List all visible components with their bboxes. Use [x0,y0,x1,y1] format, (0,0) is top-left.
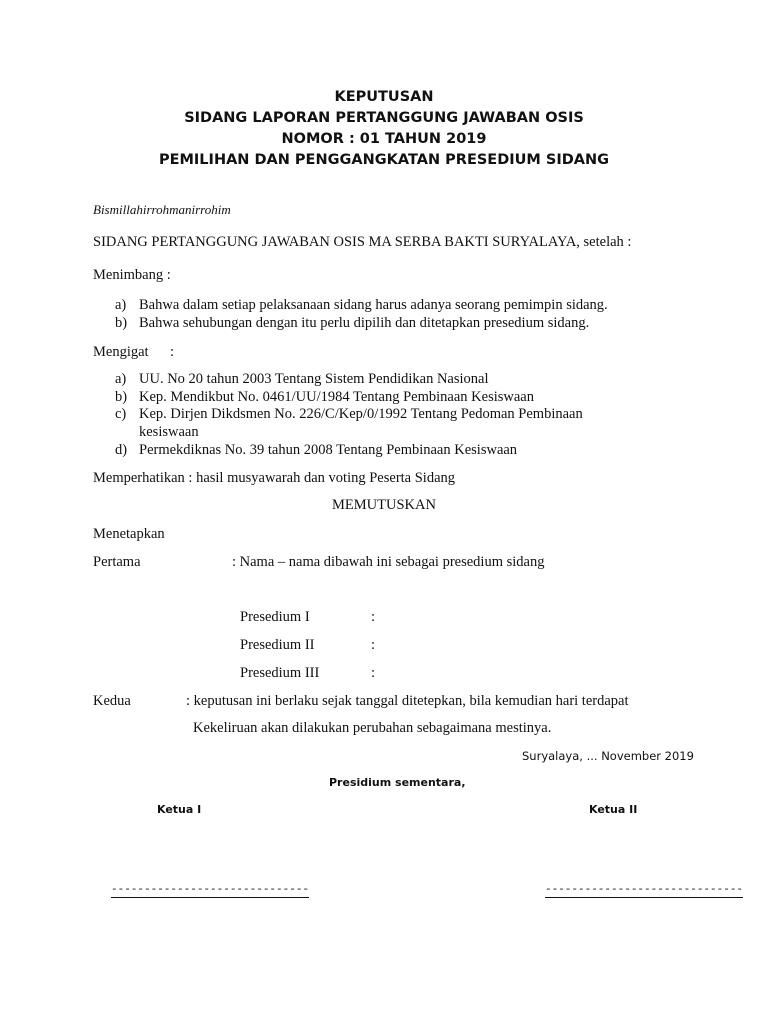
mengingat-colon: : [170,344,175,360]
mengingat-marker-a: a) [115,371,127,387]
title-line-1: KEPUTUSAN [334,89,434,105]
title-line-3: NOMOR : 01 TAHUN 2019 [281,131,487,147]
memutuskan-heading: MEMUTUSKAN [332,497,436,513]
menimbang-marker-b: b) [115,315,128,331]
presedium-1-colon: : [371,609,376,625]
mengingat-item-c-continued: kesiswaan [139,424,199,440]
place-date: Suryalaya, ... November 2019 [522,749,694,763]
pertama-label: Pertama [93,554,141,570]
menimbang-item-b: Bahwa sehubungan dengan itu perlu dipilih dan ditetapkan presedium sidang. [139,315,590,331]
mengingat-item-a: UU. No 20 tahun 2003 Tentang Sistem Pendidikan Nasional [139,371,489,387]
presedium-3-label: Presedium III [240,665,320,681]
signature-title-ketua-2: Ketua II [589,803,638,816]
signature-title-ketua-1: Ketua I [157,803,202,816]
kedua-label: Kedua [93,693,131,709]
presedium-3-colon: : [371,665,376,681]
kedua-text-continued: Kekeliruan akan dilakukan perubahan sebagaimana mestinya. [193,720,552,736]
pertama-text: : Nama – nama dibawah ini sebagai presedium sidang [232,554,545,570]
presedium-2-colon: : [371,637,376,653]
presedium-2-label: Presedium II [240,637,315,653]
menetapkan-label: Menetapkan [93,526,165,542]
menimbang-item-a: Bahwa dalam setiap pelaksanaan sidang harus adanya seorang pemimpin sidang. [139,297,608,313]
memperhatikan-text: Memperhatikan : hasil musyawarah dan voting Peserta Sidang [93,470,456,486]
signature-line-ketua-2: ------------------------------ [545,884,744,896]
opening-basmalah: Bismillahirrohmanirrohim [93,202,231,217]
presidium-sementara-label: Presidium sementara, [329,776,466,789]
signature-line-ketua-1: ------------------------------ [111,884,310,896]
mengingat-marker-d: d) [115,442,128,458]
kedua-text: : keputusan ini berlaku sejak tanggal ditetepkan, bila kemudian hari terdapat [186,693,629,709]
title-line-4: PEMILIHAN DAN PENGGANGKATAN PRESEDIUM SIDANG [158,152,610,168]
menimbang-marker-a: a) [115,297,127,313]
presedium-1-label: Presedium I [240,609,310,625]
intro-text: SIDANG PERTANGGUNG JAWABAN OSIS MA SERBA BAKTI SURYALAYA, setelah : [93,234,632,250]
mengingat-item-b: Kep. Mendikbut No. 0461/UU/1984 Tentang Pembinaan Kesiswaan [139,389,534,405]
mengingat-item-d: Permekdiknas No. 39 tahun 2008 Tentang Pembinaan Kesiswaan [139,442,518,458]
title-line-2: SIDANG LAPORAN PERTANGGUNG JAWABAN OSIS [184,110,584,126]
mengingat-item-c: Kep. Dirjen Dikdsmen No. 226/C/Kep/0/1992 Tentang Pedoman Pembinaan [139,406,583,422]
mengingat-marker-b: b) [115,389,128,405]
mengingat-label: Mengigat [93,344,149,360]
mengingat-marker-c: c) [115,406,127,422]
menimbang-label: Menimbang : [93,267,171,283]
